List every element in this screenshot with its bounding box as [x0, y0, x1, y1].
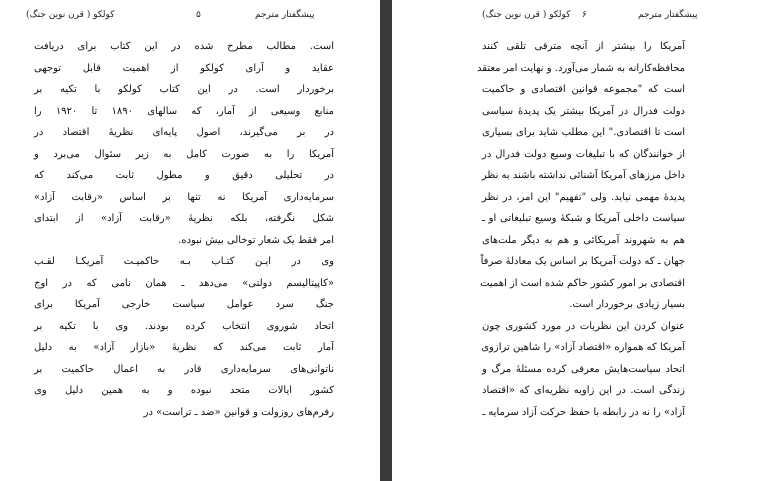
right-body-text — [477, 36, 685, 423]
text-line: است تا اقتصادی." این مطلب شاید برای بسیاری — [482, 127, 685, 138]
text-line: از خوانندگان که با تبلیغات وسیع دولت فدرال در — [482, 148, 685, 160]
left-header-book: کولکو ( قرن نوین جنگ) — [26, 10, 115, 20]
left-page — [0, 0, 380, 481]
right-header-book: کولکو ( قرن نوین جنگ) — [482, 10, 571, 20]
text-line: زندگی است. در این زاویه نظریه‌ای که «اقتصاد — [482, 385, 685, 396]
text-line: رفرم‌های روزولت و قوانین «ضد ـ تراست» در — [143, 406, 334, 418]
text-line: سیاست داخلی آمریکا و شبکهٔ وسیع تبلیغاتی او ـ — [482, 213, 685, 224]
right-header-chapter: پیشگفتار مترجم — [638, 10, 698, 20]
text-line: اتحاد سیاست‌هایش معرفی کرده مسئلهٔ مرگ و — [482, 363, 685, 375]
text-line: اقتصادی بر امور کشور حاکم شده است از اهمیت — [480, 277, 685, 289]
right-header-page-number: ۶ — [582, 10, 587, 20]
text-line: آزاد» را نه در رابطه با حفظ حرکت آزاد سرمایه ـ — [482, 406, 685, 418]
text-line: در بر می‌گیرند، اصول پایه‌ای نظریهٔ اقتصاد در — [34, 127, 334, 138]
text-line: دولت فدرال در آمریکا بیشتر یک پدیدهٔ سیاسی — [482, 105, 685, 117]
text-line: وی در ایـن کتـاب بـه حاکمیـت آمریکـا لقـب — [34, 256, 334, 267]
text-line: آمریکا که همواره «اقتصاد آزاد» را شاهین ترازوی — [481, 342, 685, 353]
text-line: سرمایه‌داری آمریکا نه تنها بر اساس «رقابت آزاد» — [34, 191, 334, 203]
text-line: عقاید و آرای کولکو از اهمیت قابل توجهی — [34, 62, 334, 74]
text-line: محافظه‌کارانه به شمار می‌آورد. و نهایت امر معتقد — [477, 62, 685, 74]
text-line: کشور ایالات متحد نبوده و به همین دلیل وی — [34, 385, 334, 396]
text-line: اتحاد شوروی انتخاب کرده بودند. وی با تکیه بر — [34, 320, 334, 332]
text-line: است. مطالب مطرح شده در این کتاب برای دریافت — [34, 41, 334, 52]
left-header-page-number: ۵ — [196, 10, 201, 20]
text-line: پدیدهٔ مهمی نیاید. ولی "تفهیم" این امر، در نظر — [482, 191, 685, 203]
text-line: آمریکا را به صورت کامل به زیر سئوال می‌برد و — [34, 148, 334, 160]
text-line: شکل نگرفته، بلکه نظریهٔ «رقابت آزاد» از ابتدای — [34, 213, 334, 224]
right-page — [392, 0, 768, 481]
left-body-text — [34, 36, 334, 423]
text-line: «کاپیتالیسم دولتی» می‌دهد ـ همان نامی که در اوج — [34, 277, 334, 289]
text-line: در تحلیلی دقیق و مطول ثابت می‌کند که — [34, 170, 334, 181]
paragraph — [482, 316, 685, 424]
text-line: جهان ـ که دولت آمریکا بر اساس یک معادلهٔ صرفاً — [480, 256, 685, 267]
page-divider — [380, 0, 392, 481]
text-line: جنگ سرد عوامل سیاست خارجی آمریکا برای — [34, 299, 334, 310]
text-line: عنوان کردن این نظریات در مورد کشوری چون — [482, 320, 685, 332]
text-line: است که "مجموعه قوانین اقتصادی و حاکمیت — [482, 84, 685, 95]
text-line: منابع وسیعی از آمار، که سالهای ۱۸۹۰ تا ۱۹۲۰ را — [34, 105, 334, 117]
text-line: بسیار زیادی برخوردار است. — [569, 299, 685, 310]
text-line: ناتوانی‌های سرمایه‌داری قادر به اعمال حاکمیت بر — [34, 363, 334, 375]
paragraph — [34, 36, 334, 251]
text-line: آمار ثابت می‌کند که نظریهٔ «بازار آزاد» به دلیل — [34, 342, 334, 353]
text-line: برخوردار است. در این کتاب کولکو با تکیه بر — [34, 84, 334, 95]
text-line: آمریکا را بیشتر از آنچه مترقی تلقی کنند — [482, 41, 685, 52]
paragraph — [34, 251, 334, 423]
left-header-chapter: پیشگفتار مترجم — [255, 10, 315, 20]
text-line: داخل مرزهای آمریکا آشنائی نداشته باشند به نظر — [481, 170, 685, 181]
text-line: هم به شهروند آمریکائی و هم به دیگر ملت‌های — [482, 234, 685, 246]
paragraph — [477, 36, 685, 316]
text-line: امر فقط یک شعار توخالی بیش نبوده. — [178, 234, 334, 246]
